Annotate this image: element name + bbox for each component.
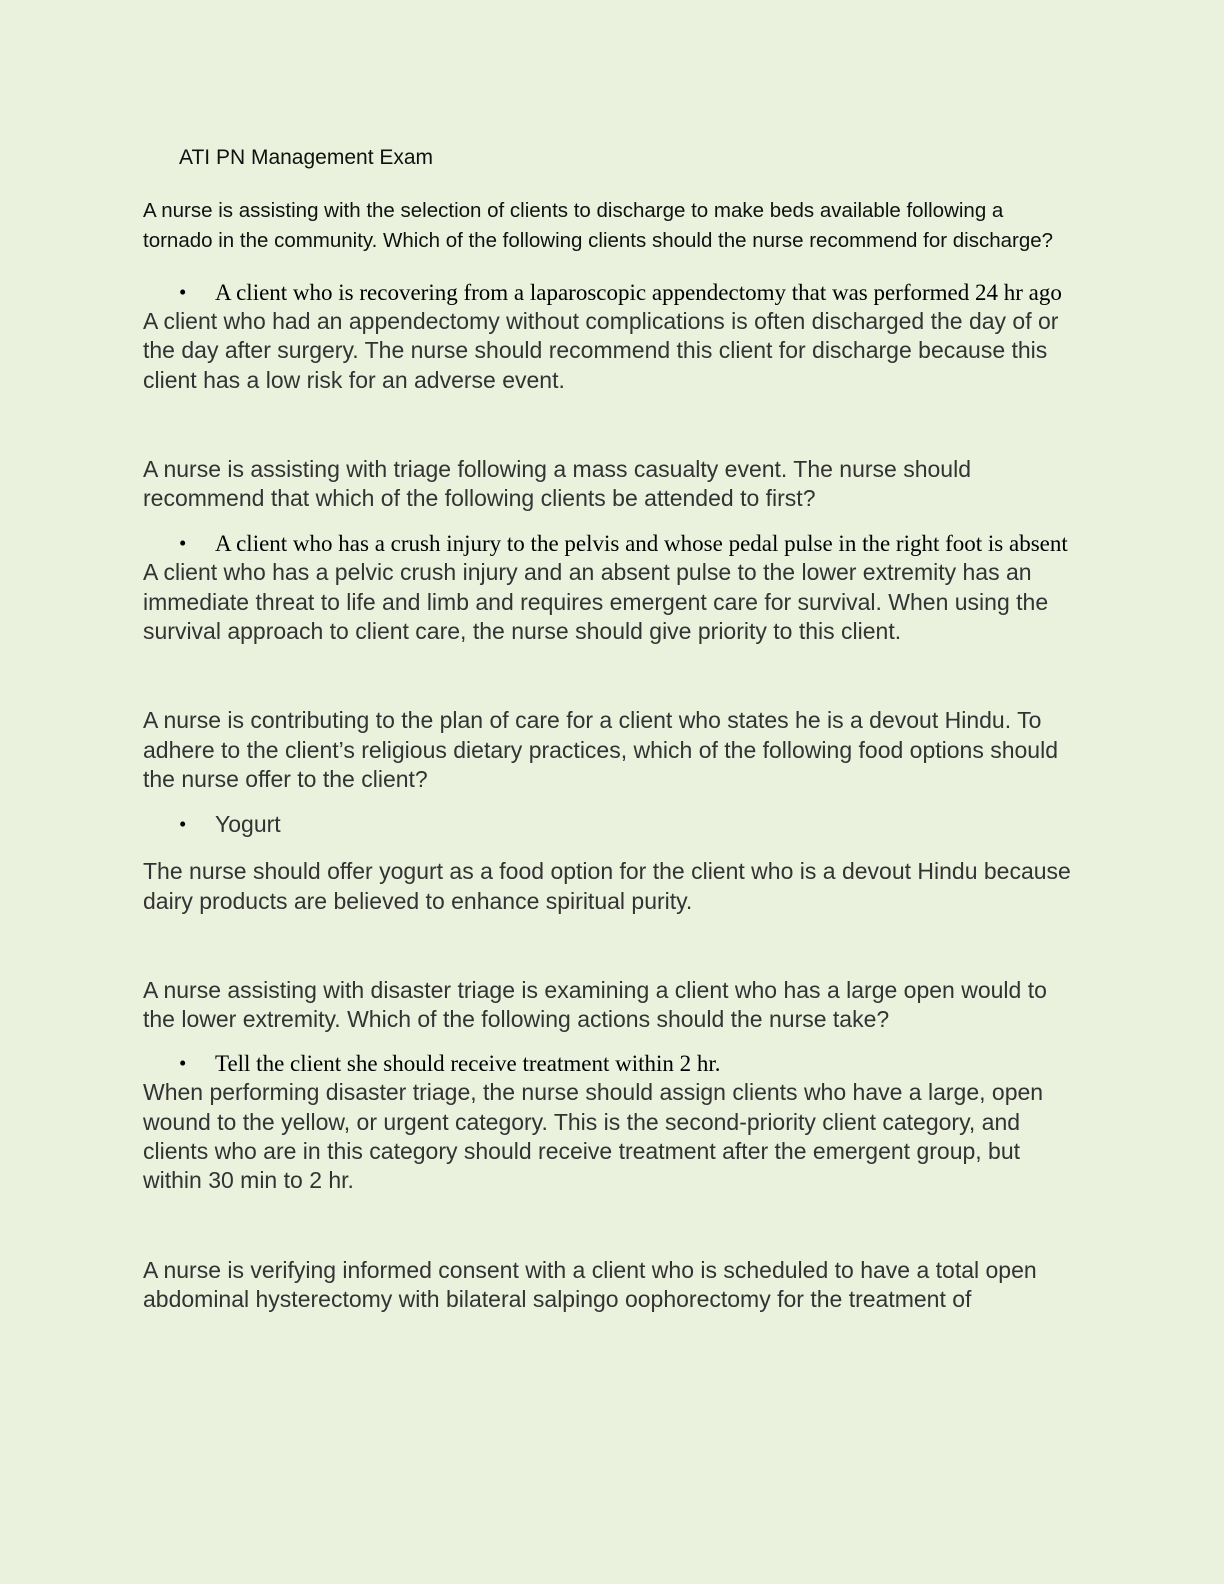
question-1-answer bbox=[179, 278, 1073, 307]
question-3-answer bbox=[179, 810, 1073, 839]
question-2-text: A nurse is assisting with triage following a mass casualty event. The nurse should recommend that which of the following clients be attended to first? bbox=[143, 455, 971, 512]
question-3-text: A nurse is contributing to the plan of care for a client who states he is a devout Hindu. To adhere to the client’s religious dietary practices, which of the following food options should the nurse offer to the client? bbox=[143, 707, 1059, 792]
bullet-icon: • bbox=[179, 280, 187, 304]
question-3-rationale: The nurse should offer yogurt as a food option for the client who is a devout Hindu because dairy products are believed to enhance spiritual purity. bbox=[143, 858, 1071, 914]
document-page bbox=[143, 140, 1073, 1314]
question-4-answer-text: Tell the client she should receive treatment within 2 hr. bbox=[215, 1051, 721, 1077]
document-title: ATI PN Management Exam bbox=[179, 146, 434, 169]
question-4-rationale: When performing disaster triage, the nurse should assign clients who have a large, open wound to the yellow, or urgent category. This is the second-priority client category, and clients who are in this category should receive treatment after the emergent group, but within 30 min to 2 hr. bbox=[143, 1079, 1044, 1194]
question-2-answer-text: A client who has a crush injury to the pelvis and whose pedal pulse in the right foot is absent bbox=[215, 531, 1068, 557]
question-2-rationale: A client who has a pelvic crush injury and an absent pulse to the lower extremity has an immediate threat to life and limb and requires emergent care for survival. When using the survival approach to client care, the nurse should give priority to this client. bbox=[143, 559, 1049, 645]
question-1-rationale: A client who had an appendectomy without complications is often discharged the day of or the day after surgery. The nurse should recommend this client for discharge because this client has a low risk for an adverse event. bbox=[143, 308, 1059, 393]
bullet-icon: • bbox=[179, 812, 187, 837]
question-1-answer-text: A client who is recovering from a laparoscopic appendectomy that was performed 24 hr ago bbox=[215, 280, 1062, 305]
question-4-text: A nurse assisting with disaster triage is examining a client who has a large open would to the lower extremity. Which of the following actions should the nurse take? bbox=[143, 976, 1047, 1033]
question-5-text: A nurse is verifying informed consent with a client who is scheduled to have a total open abdominal hysterectomy with bilateral salpingo oophorectomy for the treatment of bbox=[143, 1256, 1037, 1312]
question-2-answer bbox=[179, 529, 1073, 558]
question-4-answer bbox=[179, 1049, 1073, 1078]
question-1-text: A nurse is assisting with the selection of clients to discharge to make beds available following a tornado in the community. Which of the following clients should the nurse recommend for discharge? bbox=[143, 199, 1054, 252]
bullet-icon: • bbox=[179, 531, 187, 556]
bullet-icon: • bbox=[179, 1051, 187, 1076]
question-3-answer-text: Yogurt bbox=[215, 811, 281, 838]
